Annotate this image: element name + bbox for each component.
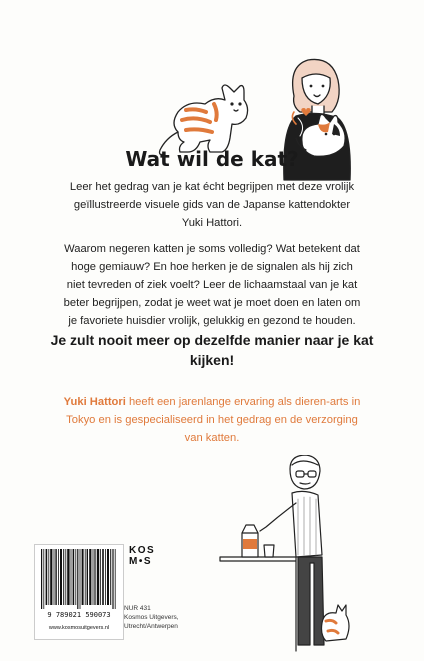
man-with-cat-illustration xyxy=(218,455,368,655)
author-bio xyxy=(62,393,362,447)
publisher-city: Utrecht/Antwerpen xyxy=(124,623,178,630)
nur-code: NUR 431 xyxy=(124,605,151,612)
logo-line-2: M•S xyxy=(129,556,153,567)
logo-line-1: KOS xyxy=(129,545,156,556)
author-bio-text: heeft een jarenlange ervaring als dieren-arts in Tokyo en is gespecialiseerd in het gedrag en de verzorging van katten. xyxy=(66,396,361,444)
author-name: Yuki Hattori xyxy=(63,396,126,408)
glass-icon xyxy=(264,545,274,557)
barcode-bars xyxy=(35,545,123,611)
isbn-digits: 9 789021 590073 xyxy=(47,611,111,619)
imprint xyxy=(124,604,224,631)
isbn-barcode xyxy=(34,544,124,640)
tabby-cat-illustration xyxy=(160,85,248,155)
publisher-name: Kosmos Uitgevers, xyxy=(124,614,179,621)
description-paragraph: Waarom negeren katten je soms volledig? Wat betekent dat hoge gemiauw? En hoe herken je de signalen als hij zich niet tevreden of ziek voelt? Leer de lichaamstaal van je kat beter begrijpen, zodat je weet wat je moet doen en laten om je favoriete huisdier vrolijk, gelukkig en gezond te houden. xyxy=(63,243,361,327)
book-title: Wat wil de kat? xyxy=(125,147,299,171)
kitchen-counter xyxy=(220,557,296,651)
publisher-url: www.kosmosuitgevers.nl xyxy=(48,625,110,631)
intro-paragraph: Leer het gedrag van je kat écht begrijpen met deze vrolijk geïllustreerde visuele gids van de Japanse kattendokter Yuki Hattori. xyxy=(69,181,355,229)
kosmos-logo xyxy=(129,545,159,567)
tagline: Je zult nooit meer op dezelfde manier naar je kat kijken! xyxy=(50,332,374,368)
